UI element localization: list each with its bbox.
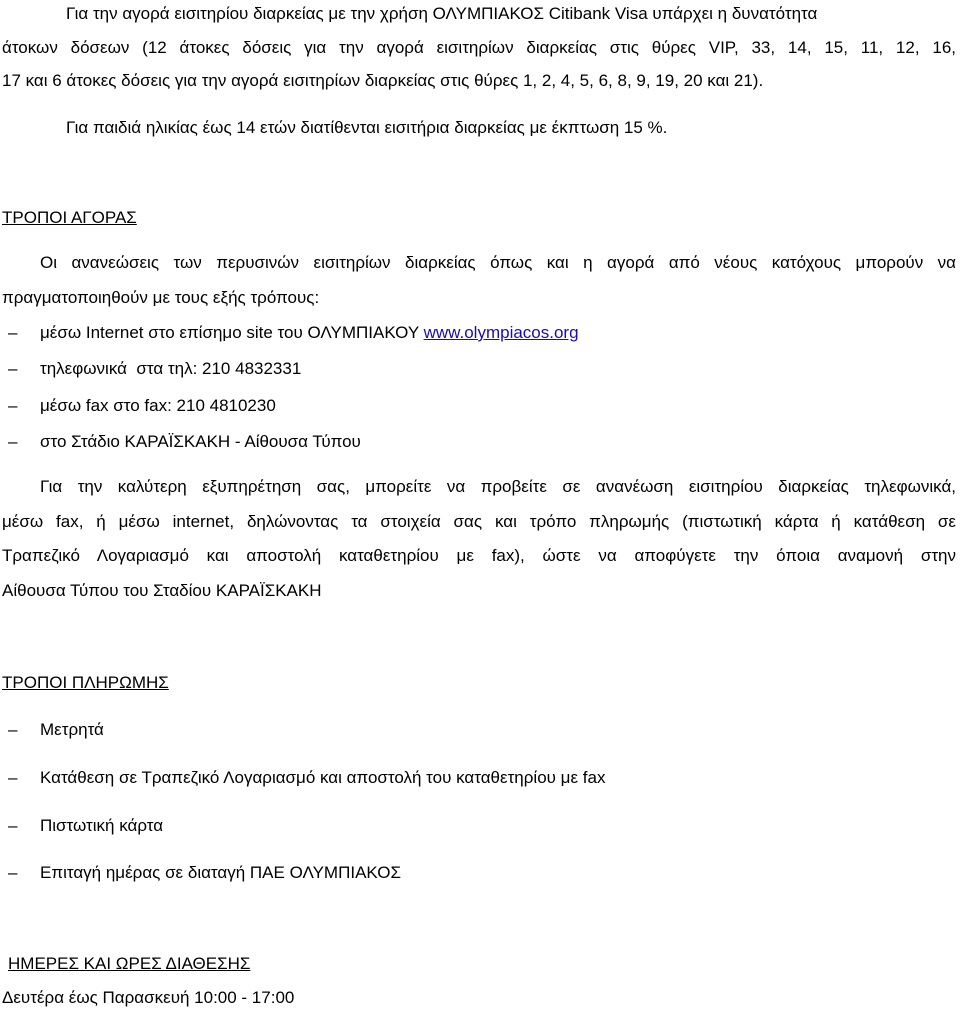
method-item	[0, 358, 960, 380]
dash-bullet: –	[8, 720, 18, 739]
payment-heading: ΤΡΟΠΟΙ ΠΛΗΡΩΜΗΣ	[2, 673, 169, 692]
service-line-1: Για την καλύτερη εξυπηρέτηση σας, μπορείτε να προβείτε σε ανανέωση εισιτηρίου διαρκείας τηλεφωνικά,	[40, 477, 956, 496]
method-item	[0, 395, 960, 417]
dash-bullet: –	[8, 396, 18, 415]
service-line-3: Τραπεζικό Λογαριασμό και αποστολή καταθετηρίου με fax), ώστε να αποφύγετε την όποια αναμονή στην	[2, 546, 956, 565]
payment-item	[0, 862, 960, 884]
method-phone: τηλεφωνικά στα τηλ: 210 4832331	[40, 359, 302, 378]
payment-item	[0, 815, 960, 837]
intro-line-3: 17 και 6 άτοκες δόσεις για την αγορά εισιτηρίων διαρκείας στις θύρες 1, 2, 4, 5, 6, 8, 9, 19, 20 και 21).	[2, 71, 764, 90]
hours-heading: ΗΜΕΡΕΣ ΚΑΙ ΩΡΕΣ ΔΙΑΘΕΣΗΣ	[8, 954, 251, 973]
children-discount: Για παιδιά ηλικίας έως 14 ετών διατίθενται εισιτήρια διαρκείας με έκπτωση 15 %.	[66, 118, 668, 137]
dash-bullet: –	[8, 432, 18, 451]
method-item	[0, 322, 960, 344]
method-stadium: στο Στάδιο ΚΑΡΑΪΣΚΑΚΗ - Αίθουσα Τύπου	[40, 432, 361, 451]
payment-credit-card: Πιστωτική κάρτα	[40, 816, 164, 835]
dash-bullet: –	[8, 359, 18, 378]
payment-cash: Μετρητά	[40, 720, 104, 739]
method-internet-label: μέσω Internet στο επίσημο site του ΟΛΥΜΠΙΑΚΟΥ	[40, 323, 424, 342]
payment-bank-deposit: Κατάθεση σε Τραπεζικό Λογαριασμό και αποστολή του καταθετηρίου με fax	[40, 768, 606, 787]
intro-line-2: άτοκων δόσεων (12 άτοκες δόσεις για την αγορά εισιτηρίων διαρκείας στις θύρες VIP, 33, 14, 15, 11, 12, 16,	[2, 38, 956, 57]
purchase-intro-line-2: πραγματοποιηθούν με τους εξής τρόπους:	[2, 288, 320, 307]
olympiacos-website-link[interactable]: www.olympiacos.org	[423, 323, 579, 342]
dash-bullet: –	[8, 768, 18, 787]
method-item	[0, 431, 960, 453]
service-line-4: Αίθουσα Τύπου του Σταδίου ΚΑΡΑΪΣΚΑΚΗ	[2, 581, 322, 600]
dash-bullet: –	[8, 816, 18, 835]
payment-cheque: Επιταγή ημέρας σε διαταγή ΠΑΕ ΟΛΥΜΠΙΑΚΟΣ	[40, 863, 401, 882]
method-internet-text	[40, 322, 579, 344]
service-line-2: μέσω fax, ή μέσω internet, δηλώνοντας τα στοιχεία σας και τρόπο πληρωμής (πιστωτική κάρτα ή κατάθεση σε	[2, 512, 956, 531]
payment-item	[0, 719, 960, 741]
dash-bullet: –	[8, 323, 18, 342]
dash-bullet: –	[8, 863, 18, 882]
method-fax: μέσω fax στο fax: 210 4810230	[40, 396, 276, 415]
purchase-intro-line-1: Οι ανανεώσεις των περυσινών εισιτηρίων διαρκείας όπως και η αγορά από νέους κατόχους μπορούν να	[40, 253, 956, 272]
purchase-heading: ΤΡΟΠΟΙ ΑΓΟΡΑΣ	[2, 208, 137, 227]
hours-text: Δευτέρα έως Παρασκευή 10:00 - 17:00	[2, 988, 295, 1007]
intro-line-1: Για την αγορά εισιτηρίου διαρκείας με την χρήση ΟΛΥΜΠΙΑΚΟΣ Citibank Visa υπάρχει η δυνατότητα	[66, 4, 818, 23]
payment-item	[0, 767, 960, 789]
